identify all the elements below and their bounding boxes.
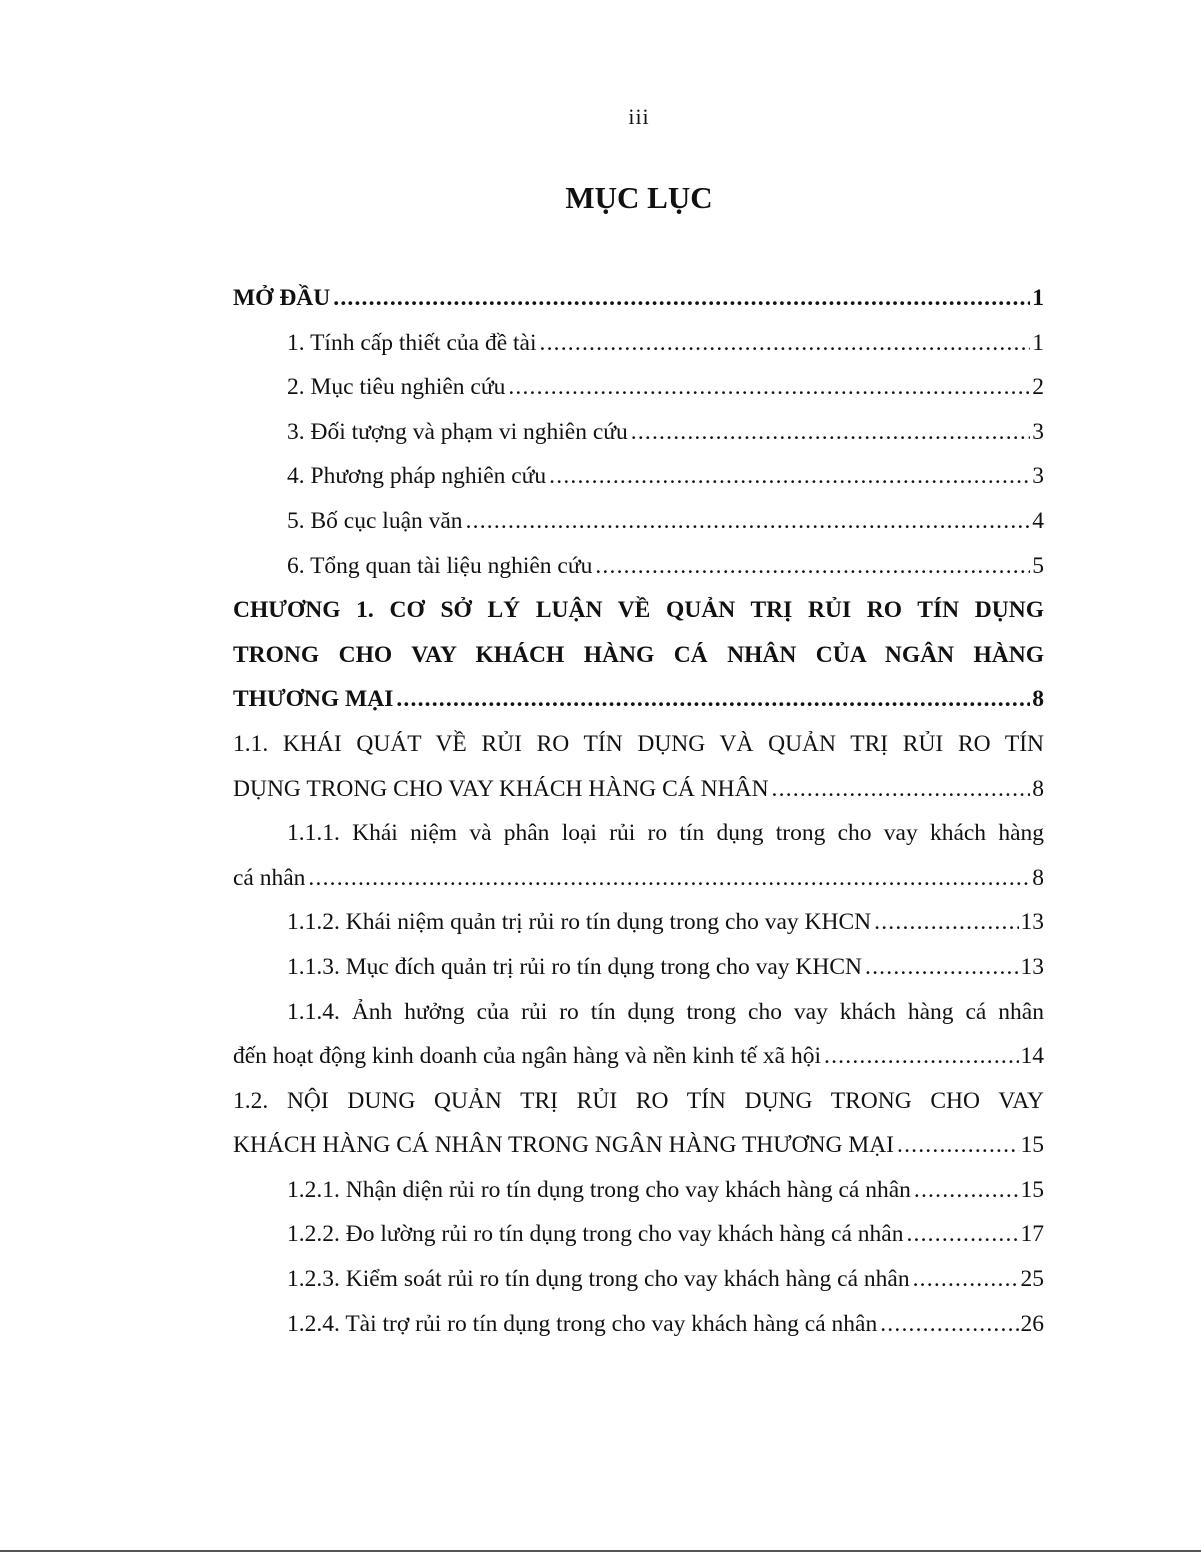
toc-entry-page: 5 bbox=[1032, 552, 1044, 579]
toc-entry-page: 3 bbox=[1032, 418, 1044, 445]
toc-entry-page: 13 bbox=[1020, 953, 1044, 980]
dot-leader bbox=[540, 321, 1031, 366]
toc-entry[interactable] bbox=[233, 544, 1044, 589]
dot-leader bbox=[508, 365, 1030, 410]
toc-entry-page: 13 bbox=[1020, 909, 1044, 936]
toc-entry[interactable] bbox=[233, 900, 1044, 945]
toc-entry[interactable] bbox=[233, 1212, 1044, 1257]
toc-entry-page: 8 bbox=[1032, 775, 1044, 802]
toc-entry-title: 5. Bố cục luận văn bbox=[287, 507, 463, 534]
toc-entry[interactable] bbox=[233, 1302, 1044, 1347]
dot-leader bbox=[880, 1302, 1018, 1347]
dot-leader bbox=[466, 499, 1031, 544]
toc-entry-title: 4. Phương pháp nghiên cứu bbox=[287, 463, 547, 490]
toc-entry-page: 2 bbox=[1032, 374, 1044, 401]
dot-leader bbox=[865, 945, 1018, 990]
toc-entry-title: đến hoạt động kinh doanh của ngân hàng và nền kinh tế xã hội bbox=[233, 1043, 822, 1070]
toc-entry-title-line: 1.1. KHÁI QUÁT VỀ RỦI RO TÍN DỤNG VÀ QUẢN TRỊ RỦI RO TÍN bbox=[233, 730, 1044, 757]
toc-entry-title-line: 1.1.1. Khái niệm và phân loại rủi ro tín dụng trong cho vay khách hàng bbox=[287, 820, 1044, 847]
dot-leader bbox=[914, 1168, 1019, 1213]
toc-entry-page: 25 bbox=[1020, 1266, 1044, 1293]
toc-entry-subsection[interactable] bbox=[233, 811, 1044, 900]
toc-entry-title: 1.1.2. Khái niệm quản trị rủi ro tín dụng trong cho vay KHCN bbox=[287, 909, 872, 936]
toc-entry-section[interactable] bbox=[233, 722, 1044, 811]
toc-entry[interactable] bbox=[233, 1257, 1044, 1302]
toc-entry-title: cá nhân bbox=[233, 864, 306, 891]
toc-entry-subsection[interactable] bbox=[233, 990, 1044, 1079]
toc-entry-title: 3. Đối tượng và phạm vi nghiên cứu bbox=[287, 418, 628, 445]
toc-entry-page: 8 bbox=[1032, 686, 1044, 713]
toc-entry-page: 1 bbox=[1032, 285, 1044, 311]
dot-leader bbox=[631, 410, 1031, 455]
toc-entry-page: 26 bbox=[1020, 1310, 1044, 1337]
toc-entry-title-line: 1.1.4. Ảnh hưởng của rủi ro tín dụng trong cho vay khách hàng cá nhân bbox=[287, 998, 1044, 1025]
toc-entry-title: 1.2.1. Nhận diện rủi ro tín dụng trong cho vay khách hàng cá nhân bbox=[287, 1176, 911, 1203]
toc-entry-title: MỞ ĐẦU bbox=[233, 285, 331, 311]
toc-entry-title: 1.2.4. Tài trợ rủi ro tín dụng trong cho vay khách hàng cá nhân bbox=[287, 1310, 878, 1337]
toc-entry-section[interactable] bbox=[233, 1079, 1044, 1168]
toc-entry-page: 14 bbox=[1020, 1043, 1044, 1070]
toc-entry-page: 15 bbox=[1020, 1176, 1044, 1203]
toc-entry-title: 1.2.3. Kiểm soát rủi ro tín dụng trong cho vay khách hàng cá nhân bbox=[287, 1266, 910, 1293]
toc-entry[interactable] bbox=[233, 945, 1044, 990]
toc-entry-last-line bbox=[233, 1034, 1044, 1079]
toc-entry-last-line bbox=[233, 1123, 1044, 1168]
dot-leader bbox=[772, 767, 1031, 812]
toc-entry[interactable] bbox=[233, 365, 1044, 410]
dot-leader bbox=[913, 1257, 1019, 1302]
toc-entry-last-line bbox=[233, 767, 1044, 812]
toc-entry-title: DỤNG TRONG CHO VAY KHÁCH HÀNG CÁ NHÂN bbox=[233, 775, 769, 802]
toc-entry-page: 17 bbox=[1020, 1221, 1044, 1248]
toc-entry-last-line bbox=[233, 856, 1044, 901]
dot-leader bbox=[824, 1034, 1018, 1079]
toc-entry-title: 6. Tổng quan tài liệu nghiên cứu bbox=[287, 552, 593, 579]
page-bottom-edge bbox=[0, 1550, 1201, 1552]
dot-leader bbox=[874, 900, 1018, 945]
dot-leader bbox=[549, 454, 1030, 499]
dot-leader bbox=[906, 1212, 1018, 1257]
toc-entry-title: 1.1.3. Mục đích quản trị rủi ro tín dụng trong cho vay KHCN bbox=[287, 953, 863, 980]
toc-entry-page: 4 bbox=[1032, 507, 1044, 534]
dot-leader bbox=[396, 677, 1030, 722]
toc-entry-title: 1.2.2. Đo lường rủi ro tín dụng trong cho vay khách hàng cá nhân bbox=[287, 1221, 904, 1248]
dot-leader bbox=[308, 856, 1030, 901]
toc-entry-last-line bbox=[233, 677, 1044, 722]
toc-entry-title-line: TRONG CHO VAY KHÁCH HÀNG CÁ NHÂN CỦA NGÂN HÀNG bbox=[233, 641, 1044, 668]
toc-entry-chapter[interactable] bbox=[233, 588, 1044, 722]
toc-entry-page: 3 bbox=[1032, 463, 1044, 490]
page-number: iii bbox=[628, 104, 650, 129]
toc-entry[interactable] bbox=[233, 454, 1044, 499]
page-title: MỤC LỤC bbox=[565, 180, 713, 215]
toc-entry-title: 1. Tính cấp thiết của đề tài bbox=[287, 329, 537, 356]
toc-entry-page: 15 bbox=[1020, 1132, 1044, 1159]
toc-entry[interactable] bbox=[233, 1168, 1044, 1213]
table-of-contents bbox=[233, 276, 1044, 1346]
toc-entry-title-line: CHƯƠNG 1. CƠ SỞ LÝ LUẬN VỀ QUẢN TRỊ RỦI RO TÍN DỤNG bbox=[233, 597, 1044, 624]
toc-entry-title: KHÁCH HÀNG CÁ NHÂN TRONG NGÂN HÀNG THƯƠNG MẠI bbox=[233, 1132, 894, 1159]
toc-entry-title: 2. Mục tiêu nghiên cứu bbox=[287, 374, 506, 401]
toc-entry-title-line: 1.2. NỘI DUNG QUẢN TRỊ RỦI RO TÍN DỤNG TRONG CHO VAY bbox=[233, 1087, 1044, 1114]
toc-entry-title: THƯƠNG MẠI bbox=[233, 686, 394, 713]
toc-entry-page: 8 bbox=[1032, 864, 1044, 891]
toc-entry-page: 1 bbox=[1032, 329, 1044, 356]
dot-leader bbox=[897, 1123, 1019, 1168]
dot-leader bbox=[595, 544, 1030, 589]
toc-entry[interactable] bbox=[233, 410, 1044, 455]
toc-entry[interactable] bbox=[233, 499, 1044, 544]
dot-leader bbox=[333, 276, 1030, 321]
toc-entry[interactable] bbox=[233, 321, 1044, 366]
toc-entry[interactable] bbox=[233, 276, 1044, 321]
